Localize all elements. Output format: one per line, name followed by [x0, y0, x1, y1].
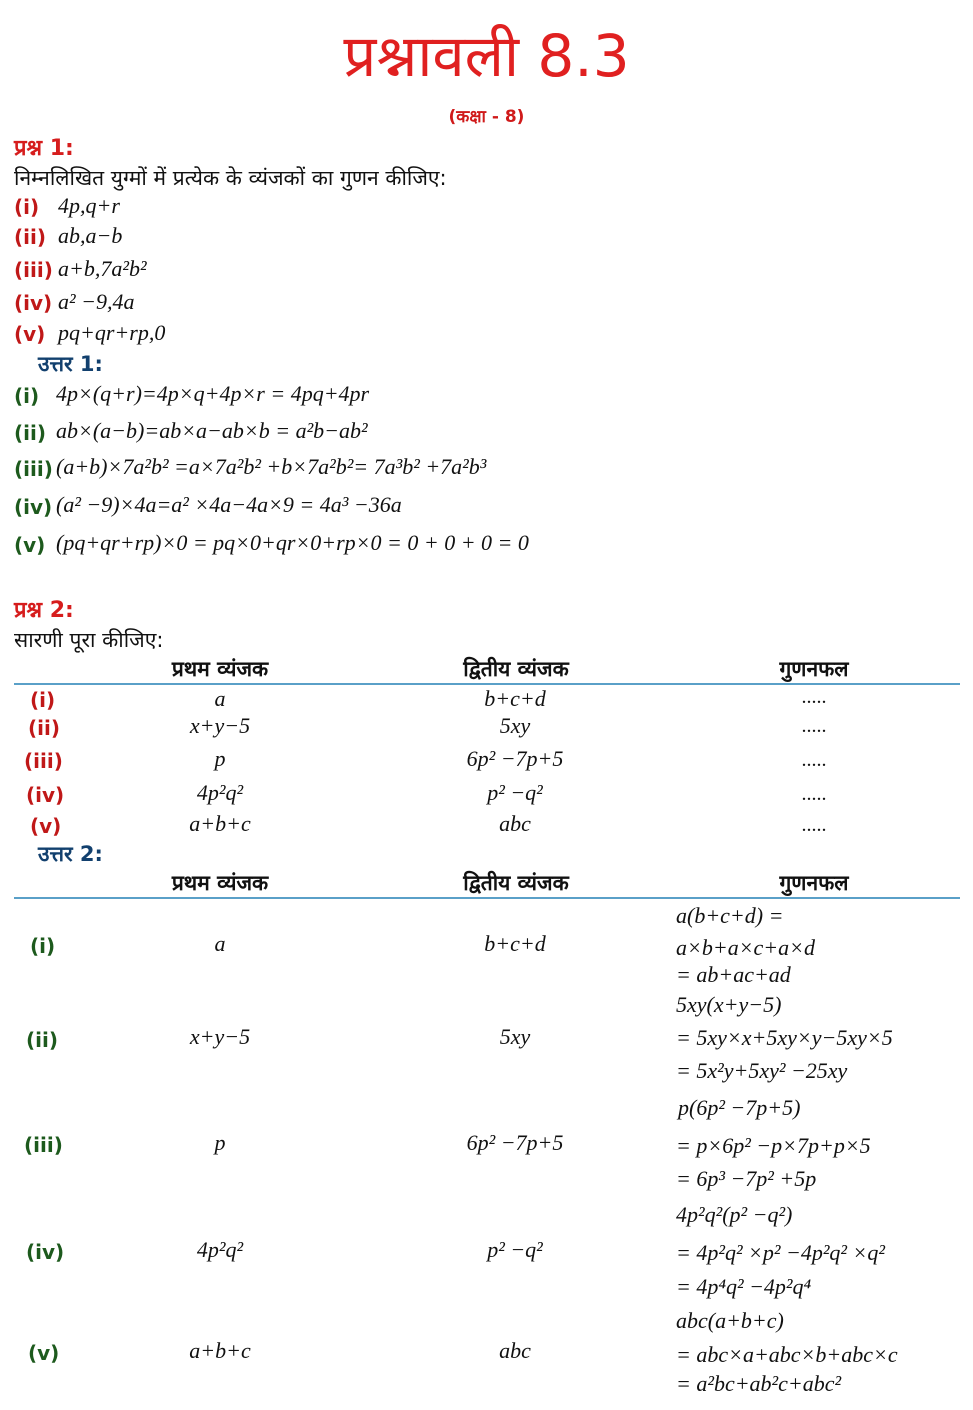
q1-item-label: (i) — [14, 195, 40, 219]
question-2-text: सारणी पूरा कीजिए: — [14, 628, 164, 652]
answer-product-line: p(6p² −7p+5) — [678, 1095, 801, 1120]
answer-row-label: (iii) — [24, 1133, 63, 1157]
table-cell-product: ..... — [801, 749, 827, 771]
answer-cell-first: a+b+c — [189, 1338, 251, 1363]
table-row-label: (v) — [30, 814, 62, 838]
table-cell-product: ..... — [801, 783, 827, 805]
table-cell-first: a — [214, 686, 226, 711]
answer-cell-second: p² −q² — [487, 1237, 543, 1262]
q1-item-expr: ab,a−b — [58, 223, 123, 248]
answer-row-label: (i) — [30, 934, 56, 958]
answer-product-line: = ab+ac+ad — [676, 962, 791, 987]
table-cell-first: a+b+c — [189, 811, 251, 836]
answer-2-heading: उत्तर 2: — [38, 842, 103, 866]
table-row-label: (ii) — [28, 716, 60, 740]
table-cell-first: 4p²q² — [196, 780, 244, 805]
answer-1-heading: उत्तर 1: — [38, 352, 103, 376]
table-cell-second: 5xy — [499, 713, 531, 738]
table-row-label: (i) — [30, 688, 56, 712]
answer-product-line: = 5x²y+5xy² −25xy — [676, 1058, 848, 1083]
column-header-first: प्रथम व्यंजक — [171, 657, 269, 681]
question-1-text: निम्नलिखित युग्मों में प्रत्येक के व्यंजकों का गुणन कीजिए: — [14, 166, 447, 190]
answer-cell-second: 6p² −7p+5 — [466, 1130, 564, 1155]
answer-product-line: = 4p⁴q² −4p²q⁴ — [676, 1274, 812, 1299]
q1-item-expr: 4p,q+r — [58, 193, 120, 218]
answer-product-line: 4p²q²(p² −q²) — [676, 1202, 793, 1227]
answer-cell-first: a — [214, 931, 226, 956]
answer-product-line: a×b+a×c+a×d — [676, 935, 815, 960]
answer-cell-first: x+y−5 — [189, 1024, 251, 1049]
answer-cell-second: 5xy — [499, 1024, 531, 1049]
table-cell-second: 6p² −7p+5 — [466, 746, 564, 771]
a1-expr: (pq+qr+rp)×0 = pq×0+qr×0+rp×0 = 0 + 0 + 0 = 0 — [56, 530, 529, 555]
table-cell-second: p² −q² — [487, 780, 543, 805]
table-cell-product: ..... — [801, 715, 827, 737]
a1-label: (iv) — [14, 495, 53, 519]
answer-product-line: = 4p²q² ×p² −4p²q² ×q² — [676, 1240, 885, 1265]
answer-column-header-first: प्रथम व्यंजक — [171, 871, 269, 895]
class-subtitle: (कक्षा - 8) — [448, 107, 525, 127]
answer-cell-second: b+c+d — [484, 931, 546, 956]
question-2-heading: प्रश्न 2: — [14, 598, 74, 623]
answer-row-label: (v) — [28, 1341, 60, 1365]
table-cell-second: b+c+d — [484, 686, 546, 711]
table-cell-product: ..... — [801, 814, 827, 836]
answer-product-line: a(b+c+d) = — [676, 903, 784, 928]
a1-label: (i) — [14, 384, 40, 408]
q1-item-label: (ii) — [14, 225, 46, 249]
answer-column-header-second: द्वितीय व्यंजक — [463, 871, 569, 895]
q1-item-expr: a+b,7a²b² — [58, 256, 147, 281]
question-1-heading: प्रश्न 1: — [14, 136, 74, 161]
answer-table-rule — [14, 897, 960, 899]
table-cell-first: p — [214, 746, 226, 771]
page-title: प्रश्नावली 8.3 — [343, 22, 630, 90]
answer-product-line: = p×6p² −p×7p+p×5 — [676, 1133, 871, 1158]
q1-item-expr: pq+qr+rp,0 — [58, 320, 166, 345]
answer-product-line: abc(a+b+c) — [676, 1308, 784, 1333]
answer-product-line: = a²bc+ab²c+abc² — [676, 1371, 842, 1396]
table-row-label: (iii) — [24, 749, 63, 773]
table-row-label: (iv) — [26, 783, 65, 807]
q1-item-label: (v) — [14, 322, 46, 346]
answer-cell-second: abc — [499, 1338, 531, 1363]
a1-label: (v) — [14, 533, 46, 557]
answer-column-header-product: गुणनफल — [779, 871, 849, 895]
answer-product-line: = abc×a+abc×b+abc×c — [676, 1342, 898, 1367]
answer-product-line: 5xy(x+y−5) — [676, 992, 782, 1017]
a1-expr: (a² −9)×4a=a² ×4a−4a×9 = 4a³ −36a — [56, 492, 402, 517]
q1-item-expr: a² −9,4a — [58, 289, 135, 314]
table-cell-second: abc — [499, 811, 531, 836]
column-header-product: गुणनफल — [779, 657, 849, 681]
q1-item-label: (iii) — [14, 258, 53, 282]
a1-expr: ab×(a−b)=ab×a−ab×b = a²b−ab² — [56, 418, 368, 443]
answer-row-label: (iv) — [26, 1240, 65, 1264]
answer-product-line: = 6p³ −7p² +5p — [676, 1166, 817, 1191]
a1-expr: (a+b)×7a²b² =a×7a²b² +b×7a²b²= 7a³b² +7a²b³ — [56, 454, 487, 479]
table-cell-first: x+y−5 — [189, 713, 251, 738]
a1-label: (ii) — [14, 421, 46, 445]
answer-cell-first: p — [214, 1130, 226, 1155]
a1-label: (iii) — [14, 457, 53, 481]
q1-item-label: (iv) — [14, 291, 53, 315]
table-rule — [14, 683, 960, 685]
column-header-second: द्वितीय व्यंजक — [463, 657, 569, 681]
table-cell-product: ..... — [801, 686, 827, 708]
a1-expr: 4p×(q+r)=4p×q+4p×r = 4pq+4pr — [56, 381, 370, 406]
answer-cell-first: 4p²q² — [196, 1237, 244, 1262]
answer-row-label: (ii) — [26, 1028, 58, 1052]
answer-product-line: = 5xy×x+5xy×y−5xy×5 — [676, 1025, 893, 1050]
